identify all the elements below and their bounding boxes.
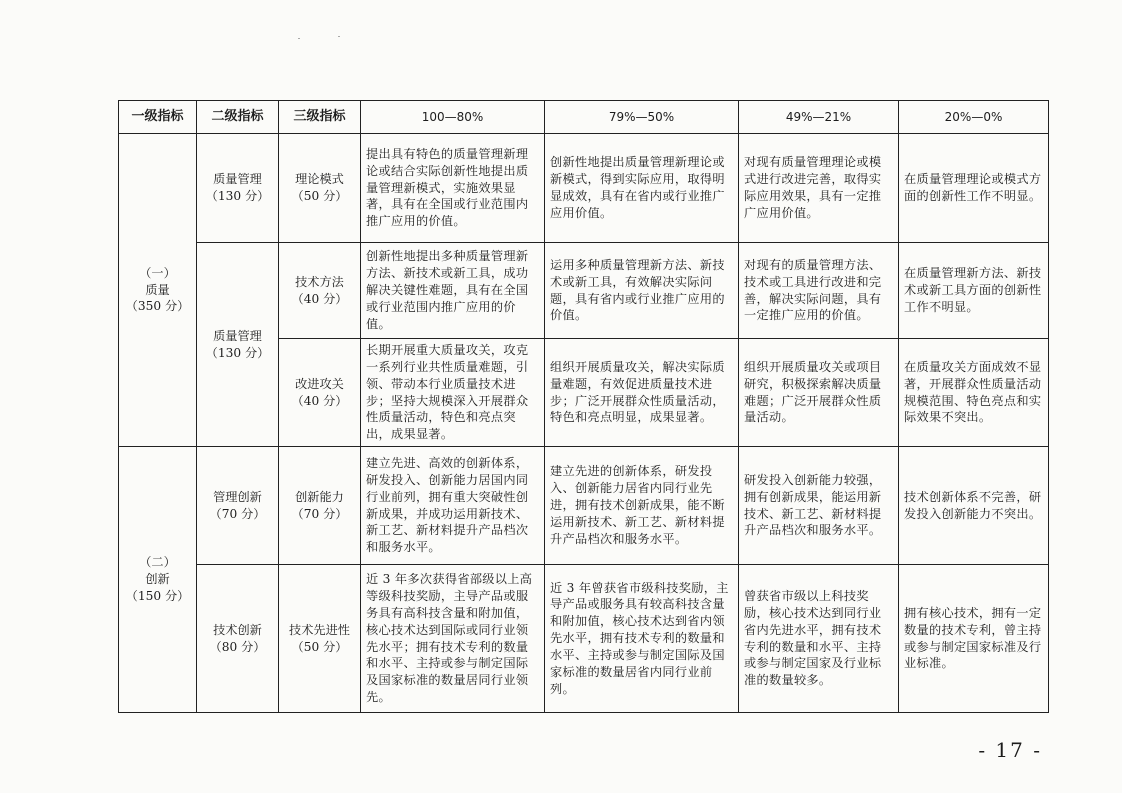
- criteria-cell: 对现有质量管理理论或模式进行改进完善，取得实际应用效果，具有一定推广应用价值。: [739, 134, 899, 243]
- criteria-cell: 研发投入创新能力较强，拥有创新成果，能运用新技术、新工艺、新材料提升产品档次和服务水平。: [739, 447, 899, 565]
- level3-cell: [279, 339, 361, 447]
- criteria-cell: 技术创新体系不完善，研发投入创新能力不突出。: [899, 447, 1049, 565]
- criteria-cell: 建立先进、高效的创新体系，研发投入、创新能力居国内同行业前列，拥有重大突破性创新成果，并成功运用新技术、新工艺、新材料提升产品档次和服务水平。: [361, 447, 545, 565]
- level2-cell: [197, 243, 279, 447]
- evaluation-table: [118, 100, 1049, 713]
- level3-cell: [279, 447, 361, 565]
- criteria-cell: 近 3 年曾获省市级科技奖励，主导产品或服务具有较高科技含量和附加值，核心技术达到省内领先水平，拥有技术专利的数量和水平、主持或参与制定国际及国家标准的数量居省内同行业前列。: [545, 565, 739, 713]
- table-row: [119, 565, 1049, 713]
- criteria-cell: 近 3 年多次获得省部级以上高等级科技奖励，主导产品或服务具有高科技含量和附加值，核心技术达到国际或同行业领先水平；拥有技术专利的数量和水平、主持或参与制定国际及国家标准的数量居同行业领先。: [361, 565, 545, 713]
- criteria-cell: 在质量攻关方面成效不显著，开展群众性质量活动规模范围、特色亮点和实际效果不突出。: [899, 339, 1049, 447]
- header-level3: 三级指标: [279, 101, 361, 134]
- level3-label: 技术方法: [295, 274, 344, 289]
- level3-cell: [279, 134, 361, 243]
- criteria-cell: 提出具有特色的质量管理新理论或结合实际创新性地提出质量管理新模式，实施效果显著，具有在全国或行业范围内推广应用的价值。: [361, 134, 545, 243]
- level2-score: （130 分）: [205, 345, 270, 360]
- criteria-cell: 建立先进的创新体系，研发投入、创新能力居省内同行业先进，拥有技术创新成果，能不断运用新技术、新工艺、新材料提升产品档次和服务水平。: [545, 447, 739, 565]
- level3-score: （50 分）: [291, 189, 348, 203]
- criteria-cell: 组织开展质量攻关或项目研究，积极探索解决质量难题；广泛开展群众性质量活动。: [739, 339, 899, 447]
- level2-score: （80 分）: [209, 639, 266, 654]
- criteria-cell: 拥有核心技术，拥有一定数量的技术专利，曾主持或参与制定国家标准及行业标准。: [899, 565, 1049, 713]
- level3-score: （70 分）: [291, 506, 348, 521]
- level2-label: 技术创新: [213, 622, 262, 637]
- header-level2: 二级指标: [197, 101, 279, 134]
- level3-cell: [279, 565, 361, 713]
- criteria-cell: 创新性地提出质量管理新理论或新模式，得到实际应用，取得明显成效，具有在省内或行业推广应用价值。: [545, 134, 739, 243]
- header-range-100-80: 100—80%: [361, 101, 545, 134]
- level2-cell: [197, 565, 279, 713]
- level2-cell: [197, 134, 279, 243]
- scan-speck: [338, 36, 340, 37]
- criteria-cell: 在质量管理理论或模式方面的创新性工作不明显。: [899, 134, 1049, 243]
- scan-speck: [298, 38, 300, 39]
- header-range-20-0: 20%—0%: [899, 101, 1049, 134]
- header-range-49-21: 49%—21%: [739, 101, 899, 134]
- level1-label: （二）: [139, 555, 176, 570]
- header-level1: 一级指标: [119, 101, 197, 134]
- level2-label: 质量管理: [213, 172, 262, 187]
- table-row: [119, 134, 1049, 243]
- level2-label: 管理创新: [213, 489, 262, 504]
- level2-score: （70 分）: [209, 506, 266, 521]
- criteria-cell: 长期开展重大质量攻关，攻克一系列行业共性质量难题，引领、带动本行业质量技术进步；坚持大规模深入开展群众性质量活动，特色和亮点突出，成果显著。: [361, 339, 545, 447]
- level2-label: 质量管理: [213, 328, 262, 343]
- table-header-row: [119, 101, 1049, 134]
- level1-score: （350 分）: [125, 299, 190, 314]
- criteria-cell: 创新性地提出多种质量管理新方法、新技术或新工具，成功解决关键性难题，具有在全国或行业范围内推广应用的价值。: [361, 243, 545, 339]
- criteria-cell: 运用多种质量管理新方法、新技术或新工具，有效解决实际问题，具有省内或行业推广应用的价值。: [545, 243, 739, 339]
- level3-label: 创新能力: [295, 489, 344, 504]
- criteria-cell: 在质量管理新方法、新技术或新工具方面的创新性工作不明显。: [899, 243, 1049, 339]
- table-row: [119, 447, 1049, 565]
- table-row: [119, 243, 1049, 339]
- level3-label: 技术先进性: [289, 622, 350, 637]
- header-range-79-50: 79%—50%: [545, 101, 739, 134]
- level2-cell: [197, 447, 279, 565]
- level3-score: （50 分）: [291, 639, 348, 654]
- level3-score: （40 分）: [291, 393, 348, 408]
- level2-score: （130 分）: [205, 189, 270, 203]
- level3-score: （40 分）: [291, 291, 348, 306]
- criteria-cell: 组织开展质量攻关，解决实际质量难题，有效促进质量技术进步；广泛开展群众性质量活动，特色和亮点明显，成果显著。: [545, 339, 739, 447]
- criteria-cell: 对现有的质量管理方法、技术或工具进行改进和完善，解决实际问题，具有一定推广应用的价值。: [739, 243, 899, 339]
- level1-sublabel: 质量: [145, 282, 170, 297]
- page-number: - 17 -: [978, 738, 1042, 762]
- level3-label: 理论模式: [295, 172, 344, 187]
- level1-label: （一）: [139, 265, 176, 280]
- level1-cell-quality: [119, 134, 197, 447]
- level3-cell: [279, 243, 361, 339]
- level1-score: （150 分）: [125, 588, 190, 603]
- level1-cell-innovation: [119, 447, 197, 713]
- level1-sublabel: 创新: [145, 572, 170, 587]
- criteria-cell: 曾获省市级以上科技奖励，核心技术达到同行业省内先进水平，拥有技术专利的数量和水平、主持或参与制定国家及行业标准的数量较多。: [739, 565, 899, 713]
- level3-label: 改进攻关: [295, 376, 344, 391]
